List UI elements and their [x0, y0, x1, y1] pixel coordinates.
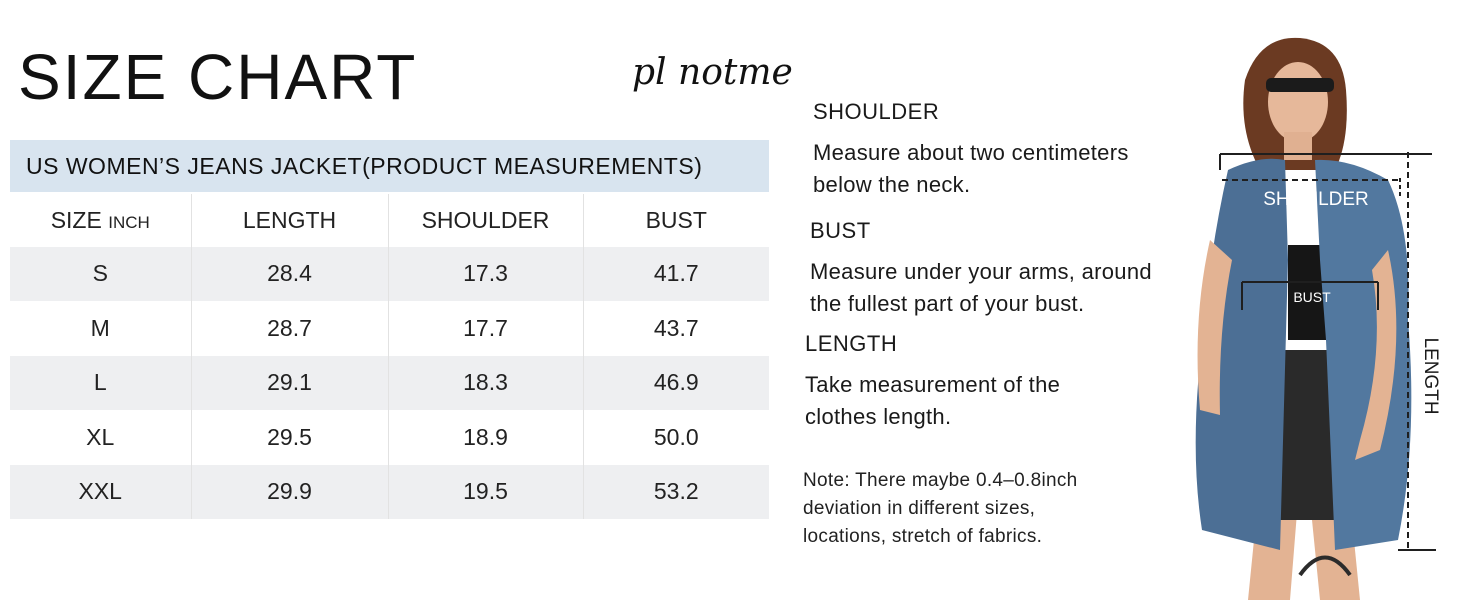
cell-length: 28.4: [191, 247, 388, 302]
header-size-label: SIZE: [50, 206, 102, 233]
bust-guide: [810, 218, 1152, 320]
deviation-note: [803, 467, 1078, 551]
face-shape: [1268, 62, 1328, 142]
size-table-panel: [10, 140, 769, 519]
header-length: LENGTH: [191, 194, 388, 247]
length-text-line2: clothes length.: [805, 404, 952, 429]
cell-length: 29.5: [191, 410, 388, 465]
bust-heading: BUST: [810, 218, 871, 243]
shoulder-guide: [813, 99, 1129, 201]
note-line2: deviation in different sizes,: [803, 498, 1036, 519]
header-size: [10, 194, 191, 247]
cell-length: 29.1: [191, 356, 388, 411]
cell-bust: 43.7: [583, 301, 769, 356]
note-line3: locations, stretch of fabrics.: [803, 526, 1043, 547]
neck-shape: [1284, 132, 1312, 160]
cell-bust: 46.9: [583, 356, 769, 411]
cell-shoulder: 18.9: [388, 410, 583, 465]
cell-size: XXL: [10, 465, 191, 519]
bust-text-line2: the fullest part of your bust.: [810, 291, 1085, 316]
cell-size: S: [10, 247, 191, 302]
cell-size: XL: [10, 410, 191, 465]
cell-bust: 50.0: [583, 410, 769, 465]
length-figure-label: LENGTH: [1420, 337, 1441, 415]
cell-length: 29.9: [191, 465, 388, 519]
length-heading: LENGTH: [805, 331, 898, 356]
cell-shoulder: 19.5: [388, 465, 583, 519]
brand-logo: pl notme: [632, 52, 793, 93]
table-row: [10, 301, 769, 356]
bust-text-line1: Measure under your arms, around: [810, 259, 1152, 284]
length-guide: [805, 331, 1060, 433]
length-text-line1: Take measurement of the: [805, 372, 1061, 397]
header-bust: BUST: [583, 194, 769, 247]
cell-length: 28.7: [191, 301, 388, 356]
note-line1: Note: There maybe 0.4–0.8inch: [803, 470, 1078, 491]
page-title: SIZE CHART: [18, 41, 418, 113]
bust-figure-label: BUST: [1293, 289, 1331, 305]
cell-shoulder: 18.3: [388, 356, 583, 411]
header-shoulder: SHOULDER: [388, 194, 583, 247]
sunglasses-icon: [1266, 78, 1334, 92]
table-caption: US WOMEN’S JEANS JACKET(PRODUCT MEASUREMENTS): [10, 140, 769, 192]
size-table: [10, 194, 769, 519]
cell-bust: 53.2: [583, 465, 769, 519]
cell-shoulder: 17.3: [388, 247, 583, 302]
header-unit: INCH: [108, 212, 150, 232]
shoulder-text-line2: below the neck.: [813, 172, 971, 197]
shoulder-text-line1: Measure about two centimeters: [813, 140, 1129, 165]
table-row: [10, 465, 769, 519]
cell-size: M: [10, 301, 191, 356]
shoulder-heading: SHOULDER: [813, 99, 940, 124]
table-row: [10, 247, 769, 302]
model-figure: [1150, 20, 1450, 600]
cell-bust: 41.7: [583, 247, 769, 302]
table-row: [10, 356, 769, 411]
table-row: [10, 410, 769, 465]
table-header-row: [10, 194, 769, 247]
shoulder-figure-label: SHOULDER: [1263, 189, 1369, 210]
cell-shoulder: 17.7: [388, 301, 583, 356]
cell-size: L: [10, 356, 191, 411]
